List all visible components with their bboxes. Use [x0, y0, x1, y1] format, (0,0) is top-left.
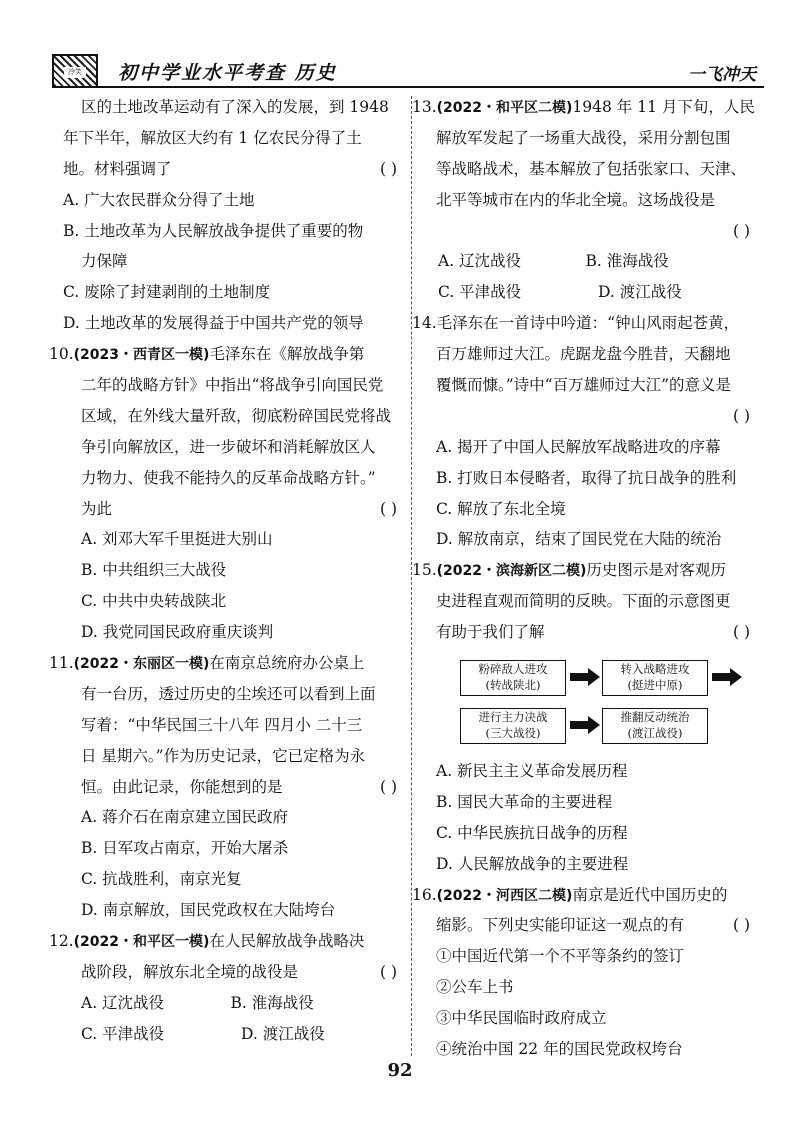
q10-line: 争引向解放区，进一步破坏和消耗解放区人 [81, 437, 376, 456]
q15-option-c: C. 中华民族抗日战争的历程 [436, 823, 628, 842]
q9-line: 年下半年，解放区大约有 1 亿农民分得了土 [63, 128, 362, 147]
logo-text: 冷笑 [64, 67, 86, 78]
q9-line: 区的土地改革运动有了深入的发展，到 1948 [81, 98, 389, 116]
process-diagram [450, 656, 720, 750]
q16-item-3: ③中华民国临时政府成立 [436, 1009, 607, 1028]
q12-option-b: B. 淮海战役 [230, 993, 314, 1012]
q13-line: 北平等城市在内的华北全境。这场战役是 [436, 190, 716, 209]
q13-options-row [418, 246, 733, 277]
q13-options-row [418, 277, 758, 308]
brand-mark: 一飞冲天 [688, 65, 756, 85]
q10-stem: 10.(2023・西青区一模)毛泽东在《解放战争第 [49, 345, 365, 364]
right-column [412, 92, 758, 1065]
arrow-right-icon [712, 668, 742, 686]
answer-paren: ( ) [732, 221, 750, 240]
diagram-box-1: 粉碎敌人进攻 (转战陕北) [460, 660, 566, 696]
left-column [49, 92, 405, 1050]
q11-line: 写着：“中华民国三十八年 四月小 二十三 [81, 715, 363, 734]
arrow-right-icon [570, 668, 600, 686]
answer-paren: ( ) [732, 623, 750, 642]
q13-stem: 13.(2022・和平区二模)1948 年 11 月下旬，人民 [412, 98, 755, 116]
q16-source: (2022・河西区二模) [436, 887, 573, 904]
answer-paren: ( ) [379, 499, 397, 518]
book-title: 初中学业水平考查 历史 [118, 62, 337, 84]
answer-paren: ( ) [379, 159, 397, 178]
q10-option-b: B. 中共组织三大战役 [81, 561, 227, 580]
q13-option-a: A. 辽沈战役 [438, 252, 522, 271]
answer-paren: ( ) [732, 916, 750, 935]
q13-option-c: C. 平津战役 [438, 283, 522, 302]
q15-line: 史进程直观而简明的反映。下面的示意图更 [436, 592, 731, 611]
q10-option-c: C. 中共中央转战陕北 [81, 592, 227, 611]
header-rule [98, 86, 764, 88]
arrow-right-icon [570, 716, 600, 734]
q13-option-b: B. 淮海战役 [585, 252, 669, 271]
series-logo [52, 54, 98, 88]
q11-option-a: A. 蒋介石在南京建立国民政府 [81, 808, 289, 827]
q15-stem: 15.(2022・滨海新区二模)历史图示是对客观历 [412, 561, 726, 580]
diagram-box-4: 推翻反动统治 (渡江战役) [602, 708, 708, 744]
q13-paren-line [418, 216, 758, 247]
q12-source: (2022・和平区一模) [73, 934, 210, 951]
q13-option-d: D. 渡江战役 [598, 283, 682, 302]
diagram-box-3: 进行主力决战 (三大战役) [460, 708, 566, 744]
q16-item-2: ②公车上书 [436, 978, 514, 997]
q14-option-b: B. 打败日本侵略者，取得了抗日战争的胜利 [436, 468, 737, 487]
answer-paren: ( ) [379, 962, 397, 981]
q15-option-b: B. 国民大革命的主要进程 [436, 792, 613, 811]
q12-option-c: C. 平津战役 [81, 1024, 165, 1043]
q12-line: 战阶段，解放东北全境的战役是 ( ) [63, 957, 405, 988]
q9-option-d: D. 土地改革的发展得益于中国共产党的领导 [63, 314, 364, 333]
q16-line: 缩影。下列史实能印证这一观点的有 ( ) [418, 910, 758, 941]
answer-paren: ( ) [379, 777, 397, 796]
q12-option-d: D. 渡江战役 [241, 1024, 325, 1043]
q9-option-a: A. 广大农民群众分得了土地 [63, 190, 255, 209]
q16-stem: 16.(2022・河西区二模)南京是近代中国历史的 [412, 885, 728, 904]
q14-line: 覆慨而慷。”诗中“百万雄师过大江”的意义是 [436, 376, 732, 395]
q11-option-d: D. 南京解放，国民党政权在大陆垮台 [81, 901, 336, 920]
q11-line: 恒。由此记录，你能想到的是 ( ) [63, 772, 405, 803]
q11-option-b: B. 日军攻占南京，开始大屠杀 [81, 839, 289, 858]
q14-option-d: D. 解放南京，结束了国民党在大陆的统治 [436, 530, 722, 549]
q15-option-a: A. 新民主主义革命发展历程 [436, 762, 628, 781]
q12-option-a: A. 辽沈战役 [81, 993, 165, 1012]
q14-stem: 14.毛泽东在一首诗中吟道：“钟山风雨起苍黄， [412, 314, 740, 333]
q15-option-d: D. 人民解放战争的主要进程 [436, 854, 629, 873]
q13-line: 等战略战术，基本解放了包括张家口、天津、 [436, 159, 747, 178]
q16-item-4: ④统治中国 22 年的国民党政权垮台 [436, 1040, 683, 1059]
answer-paren: ( ) [732, 406, 750, 425]
q9-option-b: B. 土地改革为人民解放战争提供了重要的物 [63, 221, 364, 240]
q11-source: (2022・东丽区一模) [73, 656, 210, 673]
q15-source: (2022・滨海新区二模) [436, 563, 587, 580]
q13-line: 解放军发起了一场重大战役，采用分割包围 [436, 128, 731, 147]
q15-line: 有助于我们了解 ( ) [418, 617, 758, 648]
q14-paren-line [418, 401, 758, 432]
q10-source: (2023・西青区一模) [73, 347, 210, 364]
q11-option-c: C. 抗战胜利，南京光复 [81, 870, 242, 889]
diagram-box-2: 转入战略进攻 (挺进中原) [602, 660, 708, 696]
q14-option-a: A. 揭开了中国人民解放军战略进攻的序幕 [436, 437, 721, 456]
q9-option-b-cont: 力保障 [81, 252, 128, 271]
q10-line: 二年的战略方针》中指出“将战争引向国民党 [81, 376, 384, 395]
q12-options-row [63, 1019, 405, 1050]
q10-line: 为此 ( ) [63, 494, 405, 525]
q10-option-a: A. 刘邓大军千里挺进大别山 [81, 530, 273, 549]
q9-line: 地。材料强调了 ( ) [63, 154, 405, 185]
q10-line: 区域，在外线大量歼敌，彻底粉碎国民党将战 [81, 406, 392, 425]
q16-item-1: ①中国近代第一个不平等条约的签订 [436, 947, 685, 966]
q11-stem: 11.(2022・东丽区一模)在南京总统府办公桌上 [49, 654, 365, 673]
q12-stem: 12.(2022・和平区一模)在人民解放战争战略决 [49, 932, 365, 951]
q14-line: 百万雄师过大江。虎踞龙盘今胜昔，天翻地 [436, 345, 731, 364]
q11-line: 日 星期六。”作为历史记录，它已定格为永 [81, 746, 366, 765]
q12-options-row [63, 988, 380, 1019]
q10-option-d: D. 我党同国民政府重庆谈判 [81, 623, 274, 642]
q9-option-c: C. 废除了封建剥削的土地制度 [63, 283, 271, 302]
page-header [44, 52, 764, 90]
q14-option-c: C. 解放了东北全境 [436, 499, 566, 518]
q10-line: 力物力、使我不能持久的反革命战略方针。” [81, 468, 376, 487]
q13-source: (2022・和平区二模) [436, 100, 573, 116]
q11-line: 有一台历，透过历史的尘埃还可以看到上面 [81, 684, 376, 703]
page-number: 92 [387, 1060, 413, 1081]
